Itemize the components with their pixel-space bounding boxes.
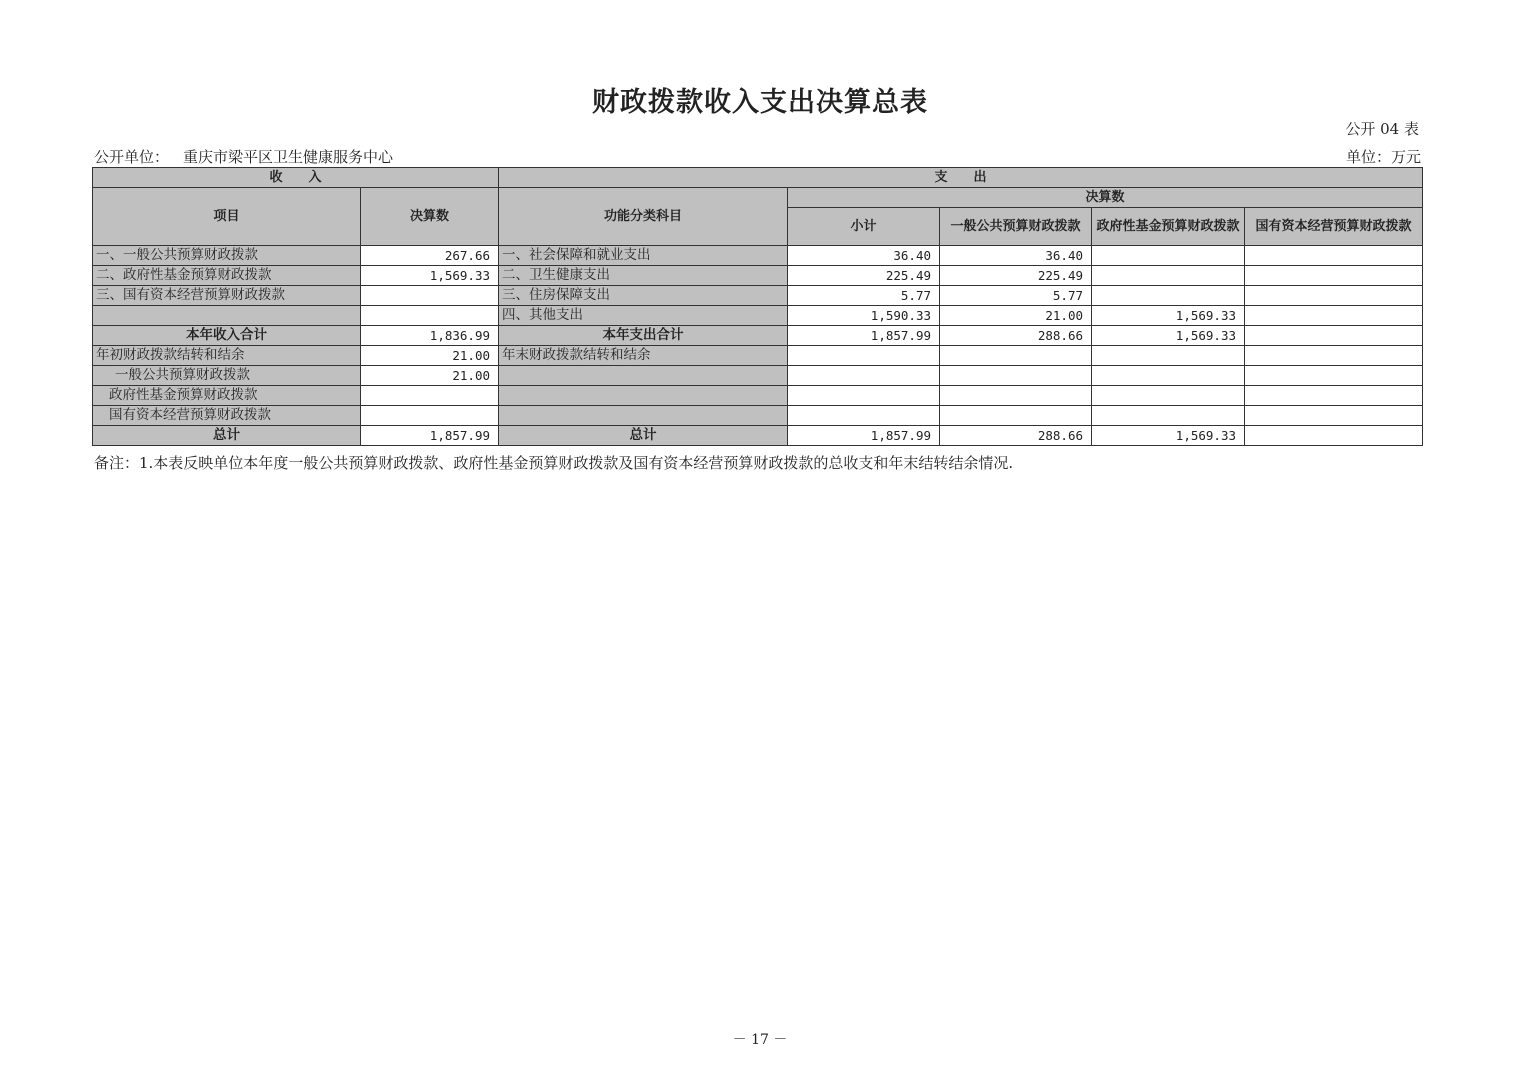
- table-row: [93, 286, 1423, 306]
- expense-grand-total-label: 总计: [499, 426, 788, 446]
- table-row: [93, 366, 1423, 386]
- table-row: [93, 346, 1423, 366]
- income-amount: 1,857.99: [361, 426, 499, 446]
- unit-name: 重庆市梁平区卫生健康服务中心: [183, 148, 394, 166]
- subtotal-cell: 1,857.99: [788, 426, 940, 446]
- state-capital-cell: [1245, 246, 1423, 266]
- subtotal-cell: 1,857.99: [788, 326, 940, 346]
- income-item: 三、国有资本经营预算财政拨款: [93, 286, 361, 306]
- table-row: [93, 266, 1423, 286]
- table-row: [93, 306, 1423, 326]
- page-number: － 17 －: [732, 1032, 788, 1048]
- state-capital-cell: [1245, 306, 1423, 326]
- income-grand-total-label: 总计: [93, 426, 361, 446]
- state-capital-cell: [1245, 366, 1423, 386]
- gov-fund-cell: 1,569.33: [1092, 426, 1245, 446]
- page-title: 财政拨款收入支出决算总表: [592, 87, 928, 118]
- table-row: [93, 386, 1423, 406]
- gov-fund-cell: [1092, 406, 1245, 426]
- state-capital-cell: [1245, 406, 1423, 426]
- income-amount: [361, 386, 499, 406]
- gov-fund-cell: 1,569.33: [1092, 326, 1245, 346]
- reporting-unit: [94, 146, 393, 167]
- gov-fund-header: 政府性基金预算财政拨款: [1092, 208, 1245, 246]
- state-capital-cell: [1245, 426, 1423, 446]
- income-amount: 267.66: [361, 246, 499, 266]
- subtotal-header: 小计: [788, 208, 940, 246]
- gov-fund-cell: [1092, 366, 1245, 386]
- income-amount: 1,836.99: [361, 326, 499, 346]
- expense-item: 三、住房保障支出: [499, 286, 788, 306]
- income-item: 政府性基金预算财政拨款: [93, 386, 361, 406]
- subtotal-cell: [788, 406, 940, 426]
- subtotal-cell: [788, 366, 940, 386]
- table-number: 公开 04 表: [1345, 120, 1419, 138]
- state-capital-cell: [1245, 286, 1423, 306]
- expense-header: 支 出: [499, 168, 1423, 188]
- subtotal-cell: 1,590.33: [788, 306, 940, 326]
- function-category-header: 功能分类科目: [499, 188, 788, 246]
- expense-item: [499, 366, 788, 386]
- state-capital-cell: [1245, 386, 1423, 406]
- gov-fund-cell: 1,569.33: [1092, 306, 1245, 326]
- income-amount: [361, 406, 499, 426]
- general-budget-cell: 21.00: [940, 306, 1092, 326]
- grand-total-row: [93, 426, 1423, 446]
- income-header: 收 入: [93, 168, 499, 188]
- state-capital-header: 国有资本经营预算财政拨款: [1245, 208, 1423, 246]
- general-budget-header: 一般公共预算财政拨款: [940, 208, 1092, 246]
- gov-fund-cell: [1092, 246, 1245, 266]
- income-amount-header: 决算数: [361, 188, 499, 246]
- income-item: 二、政府性基金预算财政拨款: [93, 266, 361, 286]
- gov-fund-cell: [1092, 286, 1245, 306]
- state-capital-cell: [1245, 266, 1423, 286]
- income-item: 国有资本经营预算财政拨款: [93, 406, 361, 426]
- subtotal-cell: [788, 346, 940, 366]
- income-item: 一般公共预算财政拨款: [93, 366, 361, 386]
- final-amount-group-header: 决算数: [788, 188, 1423, 208]
- annual-expense-total-label: 本年支出合计: [499, 326, 788, 346]
- income-amount: 21.00: [361, 346, 499, 366]
- income-item: [93, 306, 361, 326]
- gov-fund-cell: [1092, 386, 1245, 406]
- gov-fund-cell: [1092, 346, 1245, 366]
- annual-total-row: [93, 326, 1423, 346]
- expense-item: 年末财政拨款结转和结余: [499, 346, 788, 366]
- subtotal-cell: 5.77: [788, 286, 940, 306]
- income-item: 一、一般公共预算财政拨款: [93, 246, 361, 266]
- final-accounts-table: [92, 167, 1423, 446]
- general-budget-cell: 36.40: [940, 246, 1092, 266]
- expense-item: [499, 406, 788, 426]
- general-budget-cell: [940, 406, 1092, 426]
- expense-item: 四、其他支出: [499, 306, 788, 326]
- expense-item: 二、卫生健康支出: [499, 266, 788, 286]
- state-capital-cell: [1245, 326, 1423, 346]
- subtotal-cell: 225.49: [788, 266, 940, 286]
- income-amount: [361, 306, 499, 326]
- general-budget-cell: 5.77: [940, 286, 1092, 306]
- state-capital-cell: [1245, 346, 1423, 366]
- table-row: [93, 246, 1423, 266]
- general-budget-cell: [940, 346, 1092, 366]
- item-header: 项目: [93, 188, 361, 246]
- income-amount: 21.00: [361, 366, 499, 386]
- general-budget-cell: [940, 366, 1092, 386]
- annual-income-total-label: 本年收入合计: [93, 326, 361, 346]
- table-note: 备注：1.本表反映单位本年度一般公共预算财政拨款、政府性基金预算财政拨款及国有资本经营预算财政拨款的总收支和年末结转结余情况.: [94, 454, 1014, 472]
- income-item: 年初财政拨款结转和结余: [93, 346, 361, 366]
- income-amount: 1,569.33: [361, 266, 499, 286]
- expense-item: [499, 386, 788, 406]
- expense-item: 一、社会保障和就业支出: [499, 246, 788, 266]
- general-budget-cell: 225.49: [940, 266, 1092, 286]
- unit-info-row: [94, 146, 1421, 166]
- table-row: [93, 406, 1423, 426]
- subtotal-cell: [788, 386, 940, 406]
- general-budget-cell: 288.66: [940, 426, 1092, 446]
- unit-label: 公开单位：: [94, 148, 170, 166]
- subtotal-cell: 36.40: [788, 246, 940, 266]
- general-budget-cell: 288.66: [940, 326, 1092, 346]
- currency-unit: 单位：万元: [1345, 148, 1421, 166]
- general-budget-cell: [940, 386, 1092, 406]
- gov-fund-cell: [1092, 266, 1245, 286]
- income-amount: [361, 286, 499, 306]
